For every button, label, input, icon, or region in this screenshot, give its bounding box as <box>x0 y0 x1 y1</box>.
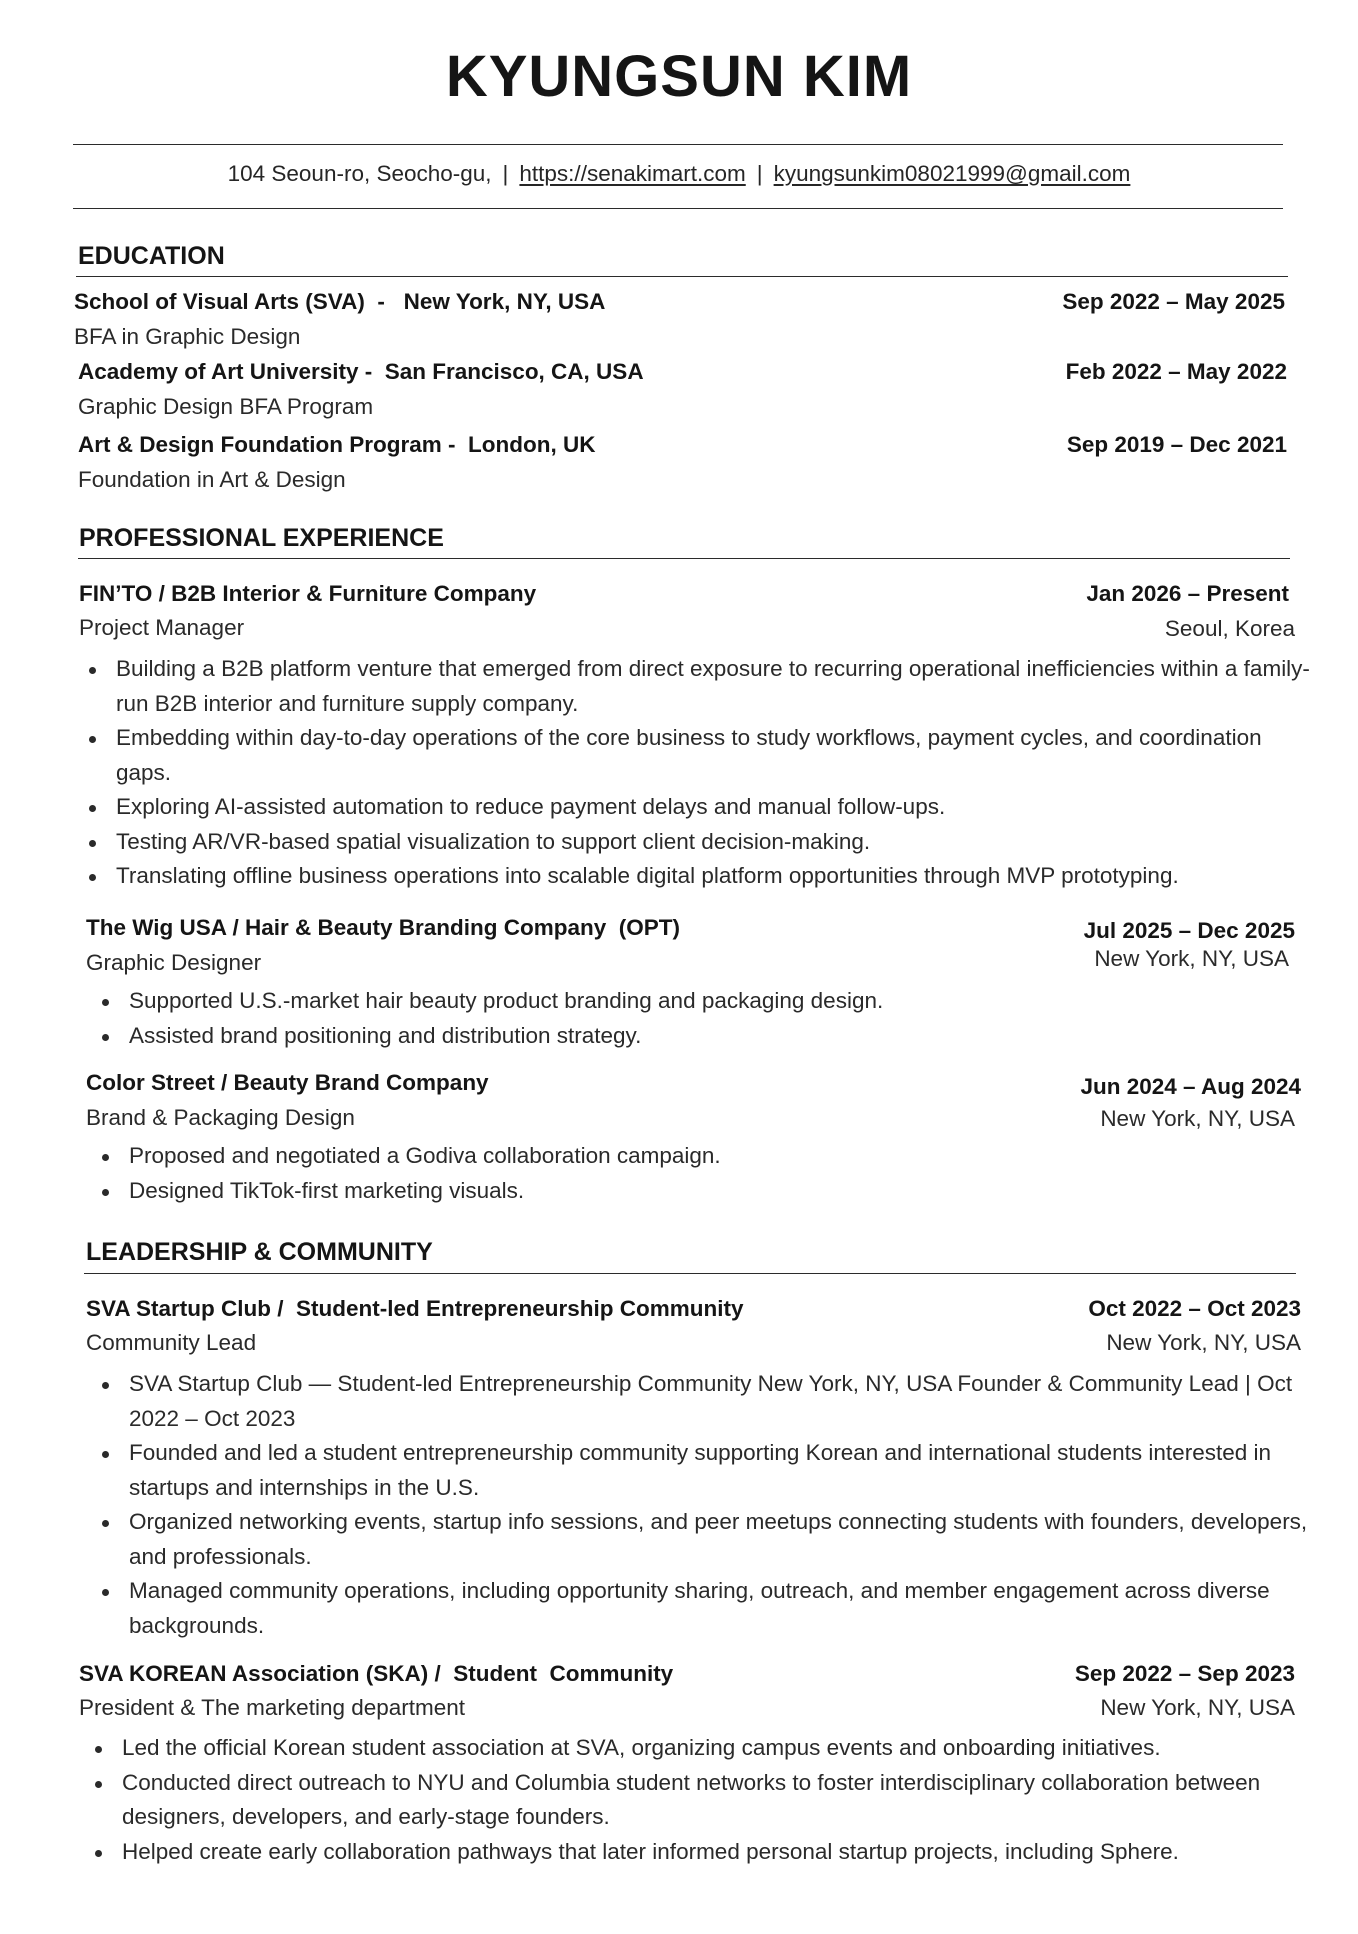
leadership-role: President & The marketing department <box>79 1695 466 1720</box>
section-divider-leadership <box>84 1273 1296 1274</box>
bullet-text: Managed community operations, including opportunity sharing, outreach, and member engagement across diverse backgrounds. <box>129 1578 1270 1638</box>
leadership-location: New York, NY, USA <box>1106 1330 1301 1355</box>
list-item <box>80 721 1310 790</box>
bullet-dot <box>102 1034 109 1041</box>
contact-separator: | <box>502 161 509 186</box>
leadership-org: SVA KOREAN Association (SKA) / Student Community <box>79 1661 674 1686</box>
list-item <box>93 1574 1323 1643</box>
education-degree: Foundation in Art & Design <box>78 467 346 492</box>
section-title-leadership: LEADERSHIP & COMMUNITY <box>86 1238 433 1266</box>
list-item <box>86 1766 1316 1835</box>
list-item <box>80 859 1310 894</box>
bullet-text: Translating offline business operations into scalable digital platform opportunities through MVP prototyping. <box>116 863 1179 888</box>
list-item <box>93 1436 1323 1505</box>
experience-location: New York, NY, USA <box>1100 1106 1295 1131</box>
list-item <box>93 1019 1293 1054</box>
experience-bullets <box>93 1139 1293 1208</box>
education-dates: Sep 2019 – Dec 2021 <box>1066 432 1287 457</box>
bullet-dot <box>95 1781 102 1788</box>
list-item <box>86 1731 1316 1766</box>
bullet-text: Designed TikTok-first marketing visuals. <box>129 1177 525 1203</box>
address: 104 Seoun-ro, Seocho-gu, <box>227 161 492 186</box>
list-item <box>86 1835 1316 1870</box>
list-item <box>93 1174 1293 1209</box>
bullet-dot <box>89 736 96 743</box>
bullet-text: Testing AR/VR-based spatial visualization to support client decision-making. <box>116 828 871 854</box>
experience-role: Graphic Designer <box>86 950 262 975</box>
experience-location: Seoul, Korea <box>1164 616 1295 641</box>
bullet-text: Led the official Korean student association at SVA, organizing campus events and onboarding initiatives. <box>122 1735 1161 1760</box>
education-school: Academy of Art University - San Francisco, CA, USA <box>78 359 644 384</box>
list-item <box>93 1505 1323 1574</box>
experience-company: FIN’TO / B2B Interior & Furniture Company <box>79 581 537 606</box>
bullet-text: Exploring AI-assisted automation to reduce payment delays and manual follow-ups. <box>116 794 946 819</box>
section-title-education: EDUCATION <box>78 242 225 270</box>
education-dates: Sep 2022 – May 2025 <box>1062 289 1285 314</box>
bullet-dot <box>89 805 96 812</box>
bullet-dot <box>89 874 96 881</box>
education-dates: Feb 2022 – May 2022 <box>1065 359 1287 384</box>
list-item <box>80 652 1310 721</box>
education-school: School of Visual Arts (SVA) - New York, NY, USA <box>74 289 606 314</box>
leadership-location: New York, NY, USA <box>1100 1695 1295 1720</box>
bullet-text: Building a B2B platform venture that emerged from direct exposure to recurring operational inefficiencies within a family-run B2B interior and furniture supply company. <box>116 656 1310 716</box>
list-item <box>93 1367 1323 1436</box>
list-item <box>93 984 1293 1019</box>
leadership-role: Community Lead <box>86 1330 257 1355</box>
bullet-text: Helped create early collaboration pathways that later informed personal startup projects, including Sphere. <box>122 1838 1179 1864</box>
experience-role: Brand & Packaging Design <box>86 1105 355 1130</box>
section-title-experience: PROFESSIONAL EXPERIENCE <box>79 524 444 552</box>
header-top-divider <box>73 144 1283 145</box>
bullet-dot <box>102 1382 109 1389</box>
bullet-dot <box>95 1746 102 1753</box>
bullet-text: Conducted direct outreach to NYU and Columbia student networks to foster interdisciplinary collaboration between designers, developers, and early-stage founders. <box>122 1769 1261 1829</box>
bullet-dot <box>102 1154 109 1161</box>
email-link[interactable]: kyungsunkim08021999@gmail.com <box>773 161 1131 186</box>
list-item <box>93 1139 1293 1174</box>
leadership-dates: Sep 2022 – Sep 2023 <box>1074 1661 1295 1686</box>
bullet-dot <box>102 1189 109 1196</box>
bullet-text: Assisted brand positioning and distribution strategy. <box>129 1022 642 1048</box>
list-item <box>80 790 1310 825</box>
education-degree: BFA in Graphic Design <box>74 324 301 349</box>
header-bottom-divider <box>73 208 1283 209</box>
experience-company: The Wig USA / Hair & Beauty Branding Company (OPT) <box>86 915 681 940</box>
bullet-text: SVA Startup Club — Student-led Entrepreneurship Community New York, NY, USA Founder & Community Lead | Oct 2022 – Oct 2023 <box>129 1371 1293 1431</box>
bullet-dot <box>89 840 96 847</box>
leadership-dates: Oct 2022 – Oct 2023 <box>1088 1296 1301 1321</box>
bullet-text: Proposed and negotiated a Godiva collaboration campaign. <box>129 1143 721 1168</box>
website-link[interactable]: https://senakimart.com <box>519 161 746 186</box>
bullet-dot <box>89 667 96 674</box>
section-divider-education <box>76 276 1288 277</box>
section-divider-experience <box>78 558 1290 559</box>
experience-role: Project Manager <box>79 615 245 640</box>
bullet-dot <box>102 1589 109 1596</box>
contact-line <box>0 158 1358 190</box>
experience-location: New York, NY, USA <box>1094 946 1289 971</box>
education-school: Art & Design Foundation Program - London, UK <box>78 432 596 457</box>
experience-bullets <box>93 984 1293 1053</box>
experience-dates: Jul 2025 – Dec 2025 <box>1083 918 1295 943</box>
education-degree: Graphic Design BFA Program <box>78 394 374 419</box>
bullet-text: Supported U.S.-market hair beauty product branding and packaging design. <box>129 988 884 1013</box>
bullet-text: Embedding within day-to-day operations of the core business to study workflows, payment cycles, and coordination gaps. <box>116 725 1262 785</box>
contact-separator: | <box>756 161 763 186</box>
bullet-dot <box>95 1850 102 1857</box>
experience-bullets <box>80 652 1310 894</box>
bullet-dot <box>102 999 109 1006</box>
list-item <box>80 825 1310 860</box>
experience-company: Color Street / Beauty Brand Company <box>86 1070 489 1095</box>
bullet-text: Founded and led a student entrepreneurship community supporting Korean and international students interested in startups and internships in the U.S. <box>129 1440 1271 1500</box>
experience-dates: Jun 2024 – Aug 2024 <box>1080 1074 1301 1099</box>
experience-dates: Jan 2026 – Present <box>1086 581 1289 606</box>
candidate-name: KYUNGSUN KIM <box>445 44 913 109</box>
leadership-org: SVA Startup Club / Student-led Entrepreneurship Community <box>86 1296 744 1321</box>
leadership-bullets <box>86 1731 1316 1869</box>
bullet-text: Organized networking events, startup info sessions, and peer meetups connecting students with founders, developers, and professionals. <box>129 1509 1308 1569</box>
leadership-bullets <box>93 1367 1323 1643</box>
bullet-dot <box>102 1451 109 1458</box>
bullet-dot <box>102 1520 109 1527</box>
